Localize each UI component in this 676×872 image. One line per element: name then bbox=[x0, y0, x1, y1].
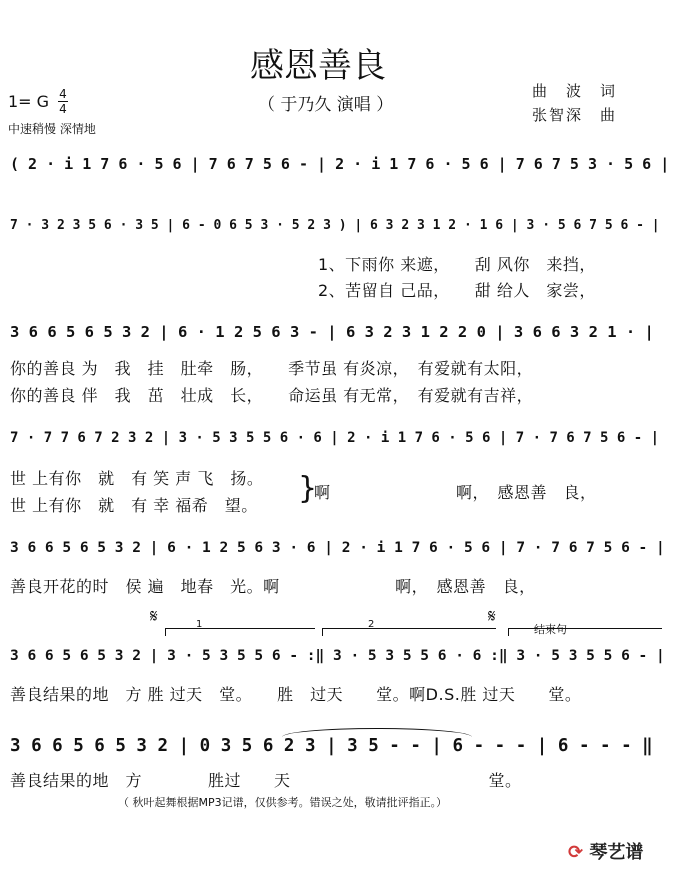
time-signature bbox=[58, 88, 68, 115]
score-row-5: 3 6 6 5 6 5 3 2 | 6 · 1 2 5 6 3 · 6 | 2 · i 1 7 6 · 5 6 | 7 · 7 6 7 5 6 - | bbox=[10, 540, 665, 556]
lyric-verse2-row2: 2、苦留自 己品， 甜 给人 家尝， bbox=[318, 281, 596, 300]
performer-subtitle: （ 于乃久 演唱 ） bbox=[258, 95, 394, 115]
volta-2-label: 2 bbox=[368, 619, 375, 630]
segno-icon-left: 𝄋 bbox=[150, 606, 158, 627]
verse-brace: } bbox=[298, 471, 318, 506]
time-signature-top: 4 bbox=[59, 87, 67, 101]
score-row-2: 7 · 3 2 3 5 6 · 3 5 | 6 - 0 6 5 3 · 5 2 3 ) | 6 3 2 3 1 2 · 1 6 | 3 · 5 6 7 5 6 - | bbox=[10, 218, 660, 233]
volta-1-hook bbox=[165, 628, 166, 636]
transcription-note: （ 秋叶起舞根据MP3记谱，仅供参考。错误之处，敬请批评指正。） bbox=[118, 796, 448, 809]
segno-icon-right: 𝄋 bbox=[488, 606, 496, 627]
lyric-verse1-row4: 世 上有你 就 有 笑 声 飞 扬。 bbox=[10, 469, 264, 488]
lyric-verse2-row3: 你的善良 伴 我 茁 壮成 长， 命运虽 有无常， 有爱就有吉祥， bbox=[10, 386, 534, 405]
ending-hook bbox=[508, 628, 509, 636]
lyric-row7: 善良结果的地 方 胜过 天 堂。 bbox=[10, 771, 522, 790]
score-row-1: ( 2 · i 1 7 6 · 5 6 | 7 6 7 5 6 - | 2 · i 1 7 6 · 5 6 | 7 6 7 5 3 · 5 6 | bbox=[10, 155, 670, 173]
lyric-row5: 善良开花的时 侯 遍 地春 光。啊 啊， 感恩善 良， bbox=[10, 577, 536, 596]
volta-1-label: 1 bbox=[196, 619, 203, 630]
key-signature: 1= G bbox=[8, 92, 50, 111]
time-signature-bottom: 4 bbox=[59, 102, 67, 116]
volta-1-line bbox=[165, 628, 315, 629]
score-row-7: 3 6 6 5 6 5 3 2 | 0 3 5 6 2 3 | 3 5 - - | 6 - - - | 6 - - - ‖ bbox=[10, 736, 653, 756]
tempo-marking: 中速稍慢 深情地 bbox=[8, 122, 96, 136]
volta-2-hook bbox=[322, 628, 323, 636]
score-row-4: 7 · 7 7 6 7 2 3 2 | 3 · 5 3 5 5 6 · 6 | 2 · i 1 7 6 · 5 6 | 7 · 7 6 7 5 6 - | bbox=[10, 430, 660, 446]
logo-text: 琴艺谱 bbox=[589, 842, 644, 863]
lyric-wow: 啊 bbox=[314, 483, 331, 502]
lyric-verse1-row3: 你的善良 为 我 挂 肚牵 肠， 季节虽 有炎凉， 有爱就有太阳， bbox=[10, 359, 534, 378]
lyric-verse2-row4: 世 上有你 就 有 幸 福希 望。 bbox=[10, 496, 258, 515]
score-row-3: 3 6 6 5 6 5 3 2 | 6 · 1 2 5 6 3 - | 6 3 2 3 1 2 2 0 | 3 6 6 3 2 1 · | bbox=[10, 323, 654, 341]
lyricist-credit: 曲 波 词 bbox=[532, 82, 618, 100]
lyric-row6: 善良结果的地 方 胜 过天 堂。 胜 过天 堂。啊D.S.胜 过天 堂。 bbox=[10, 685, 582, 704]
slur-final bbox=[282, 728, 472, 737]
lyric-verse1-row2: 1、下雨你 来遮， 刮 风你 来挡， bbox=[318, 255, 596, 274]
volta-2-line bbox=[322, 628, 496, 629]
score-row-6: 3 6 6 5 6 5 3 2 | 3 · 5 3 5 5 6 - :‖ 3 · 5 3 5 5 6 · 6 :‖ 3 · 5 3 5 5 6 - | bbox=[10, 648, 665, 664]
site-logo[interactable] bbox=[568, 838, 643, 864]
ending-line bbox=[508, 628, 662, 629]
lyric-row4-right: 啊， 感恩善 良， bbox=[456, 483, 597, 502]
composer-credit: 张智深 曲 bbox=[532, 106, 618, 124]
page-title: 感恩善良 bbox=[250, 46, 386, 86]
logo-mark-icon: ⟳ bbox=[568, 842, 584, 863]
ending-label: 结束句 bbox=[534, 623, 567, 636]
